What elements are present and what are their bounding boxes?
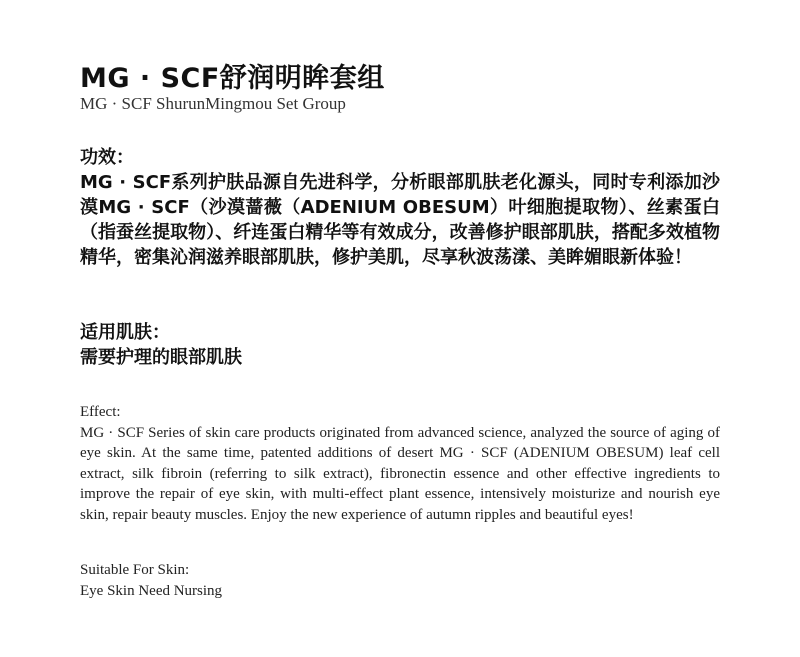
effect-label-english: Effect: <box>80 404 121 420</box>
skin-text-chinese: 需要护理的眼部肌肤 <box>80 347 242 368</box>
skin-section-english <box>80 560 720 601</box>
skin-section-chinese <box>80 320 720 370</box>
product-title-chinese: MG · SCF舒润明眸套组 <box>80 63 385 94</box>
product-title-english: MG · SCF ShurunMingmou Set Group <box>80 94 346 113</box>
effect-text-chinese: MG · SCF系列护肤品源自先进科学，分析眼部肌肤老化源头，同时专利添加沙漠MG · SCF（沙漠蔷薇（ADENIUM OBESUM）叶细胞提取物）、丝素蛋白（指蚕丝提取物）、纤连蛋白精华等有效成分，改善修护眼部肌肤，搭配多效植物精华，密集沁润滋养眼部肌肤，修护美肌，尽享秋波荡漾、美眸媚眼新体验！ <box>80 172 720 268</box>
skin-text-english: Eye Skin Need Nursing <box>80 582 223 599</box>
effect-section-chinese <box>80 145 720 270</box>
skin-label-chinese: 适用肌肤： <box>80 322 170 343</box>
effect-section-english <box>80 402 720 525</box>
skin-label-english: Suitable For Skin: <box>80 562 190 578</box>
effect-label-chinese: 功效： <box>80 147 134 168</box>
effect-text-english: MG · SCF Series of skin care products originated from advanced science, analyzed the source of aging of eye skin. At the same time, patented additions of desert MG · SCF (ADENIUM OBESUM) leaf cell extract, silk fibroin (referring to silk extract), fibronectin essence and other effective ingredients to improve the repair of eye skin, with multi-effect plant essence, intensively moisturize and nourish eye skin, repair beauty muscles. Enjoy the new experience of autumn ripples and beautiful eyes! <box>80 424 720 523</box>
